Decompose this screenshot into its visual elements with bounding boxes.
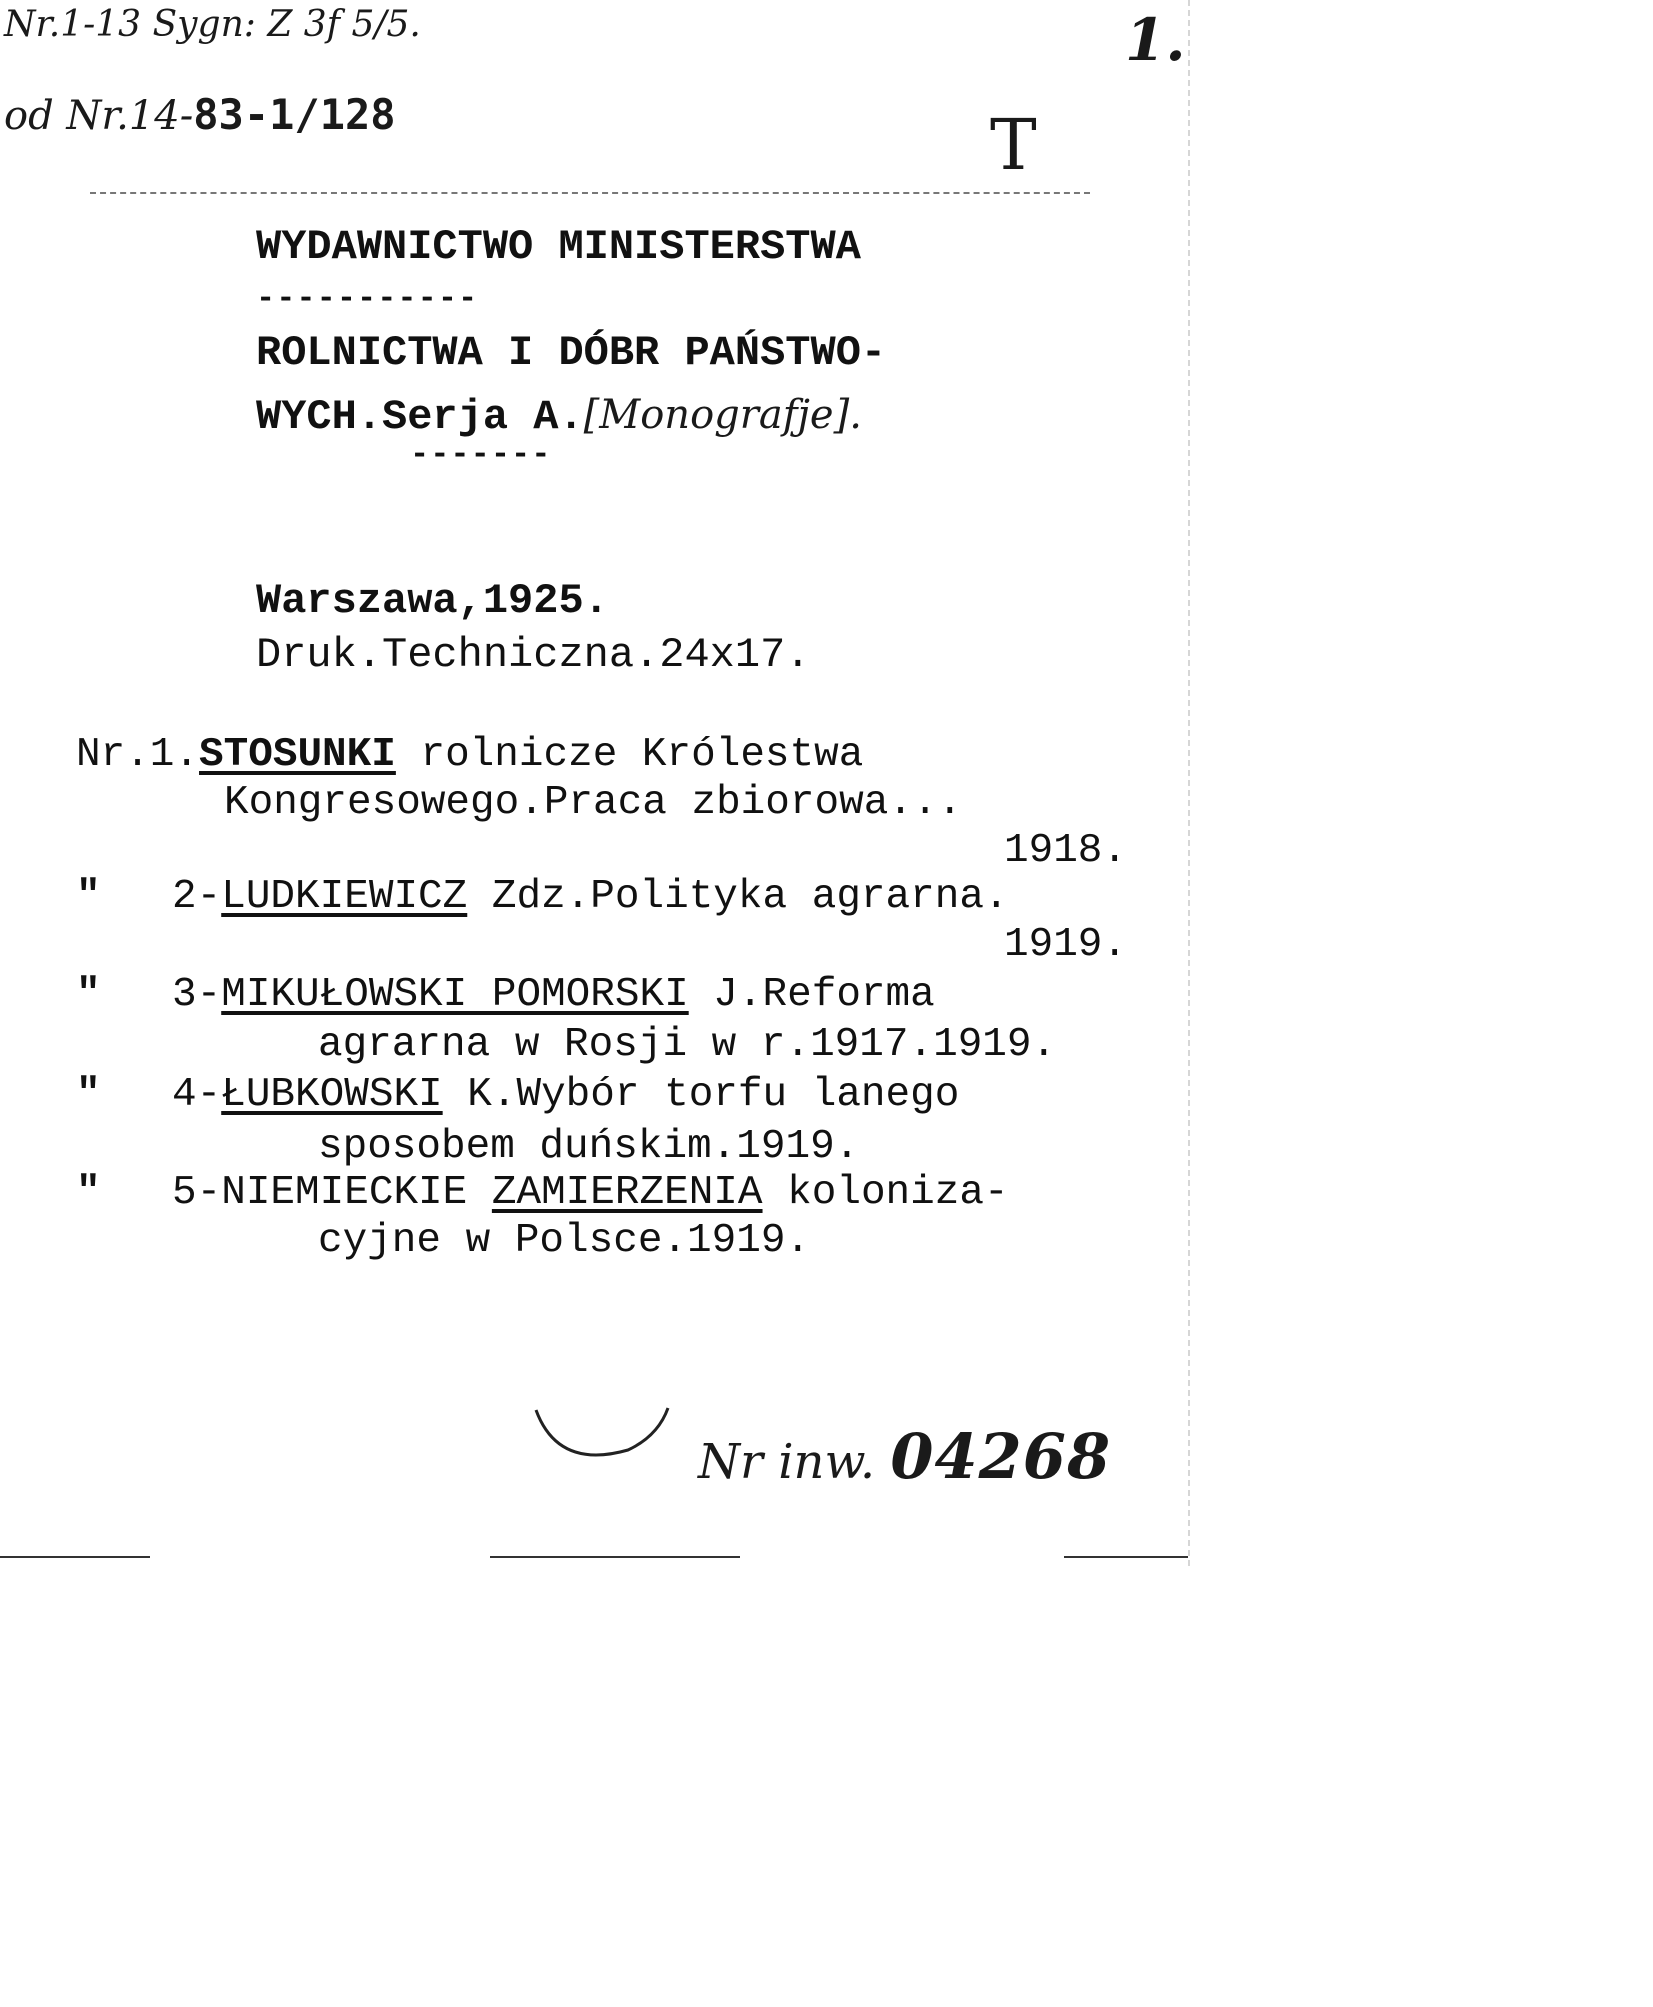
entry-2-author: LUDKIEWICZ <box>221 874 468 920</box>
entry-3-number: 3- <box>172 972 222 1018</box>
entry-3-author: MIKUŁOWSKI POMORSKI <box>221 972 689 1018</box>
ditto-mark: " <box>76 1072 101 1118</box>
entry-4-number: 4- <box>172 1072 222 1118</box>
entry-1-line-2: Kongresowego.Praca zbiorowa... <box>224 780 963 826</box>
entry-5-author: NIEMIECKIE <box>221 1170 468 1216</box>
typed-range-number: 83-1/128 <box>193 90 396 139</box>
imprint-printer: Druk.Techniczna.24x17. <box>256 631 811 679</box>
publisher-line-1: WYDAWNICTWO MINISTERSTWA <box>256 223 861 271</box>
entry-1-year: 1918. <box>1004 828 1128 874</box>
series-handwritten: [Monografje]. <box>583 392 862 438</box>
bottom-rule-left <box>0 1556 150 1558</box>
entry-4-line-2: sposobem duńskim.1919. <box>318 1124 860 1170</box>
imprint-place-year: Warszawa,1925. <box>256 577 609 625</box>
ditto-mark: " <box>76 972 101 1018</box>
handwritten-range-prefix: od Nr.14- <box>4 93 194 139</box>
series-typed: WYCH.Serja A. <box>256 393 584 441</box>
entry-4-author: ŁUBKOWSKI <box>221 1072 443 1118</box>
entry-1-prefix: Nr.1. <box>76 732 200 778</box>
inventory-note <box>698 1420 1111 1493</box>
handwritten-curve <box>528 1400 678 1480</box>
entry-4-line-1 <box>76 1072 959 1118</box>
entry-2-year: 1919. <box>1004 922 1128 968</box>
header-dashes-2: ------- <box>410 436 552 473</box>
entry-1-title: rolnicze Królestwa <box>395 732 864 778</box>
inventory-label: Nr inw. <box>698 1434 876 1490</box>
header-dashes-1: ----------- <box>256 280 479 317</box>
entry-2-number: 2- <box>172 874 222 920</box>
entry-2-title: Zdz.Polityka agrarna. <box>467 874 1009 920</box>
corner-number: 1. <box>1125 6 1186 74</box>
entry-5-number: 5- <box>172 1170 222 1216</box>
entry-1-line-1 <box>76 732 863 778</box>
top-dashed-rule <box>90 192 1090 194</box>
entry-1-author: STOSUNKI <box>199 732 396 778</box>
entry-2-line-1 <box>76 874 1009 920</box>
bottom-rule-right <box>1064 1556 1188 1558</box>
entry-5-title: koloniza- <box>762 1170 1009 1216</box>
entry-5-line-1 <box>76 1170 1009 1216</box>
publisher-line-3 <box>256 392 862 440</box>
entry-3-title: J.Reforma <box>688 972 935 1018</box>
bottom-rule-mid <box>490 1556 740 1558</box>
entry-3-line-2: agrarna w Rosji w r.1917.1919. <box>318 1022 1057 1068</box>
ditto-mark: " <box>76 874 101 920</box>
entry-5-author-2: ZAMIERZENIA <box>491 1170 763 1216</box>
handwritten-signature-line: Nr.1-13 Sygn: Z 3f 5/5. <box>4 4 421 45</box>
entry-5-line-2: cyjne w Polsce.1919. <box>318 1218 811 1264</box>
handwritten-range-line <box>4 90 396 139</box>
inventory-number: 04268 <box>890 1420 1112 1493</box>
ditto-mark: " <box>76 1170 101 1216</box>
entry-3-line-1 <box>76 972 935 1018</box>
letter-mark: T <box>990 104 1037 186</box>
entry-4-title: K.Wybór torfu lanego <box>442 1072 960 1118</box>
publisher-line-2: ROLNICTWA I DÓBR PAŃSTWO- <box>256 329 887 377</box>
